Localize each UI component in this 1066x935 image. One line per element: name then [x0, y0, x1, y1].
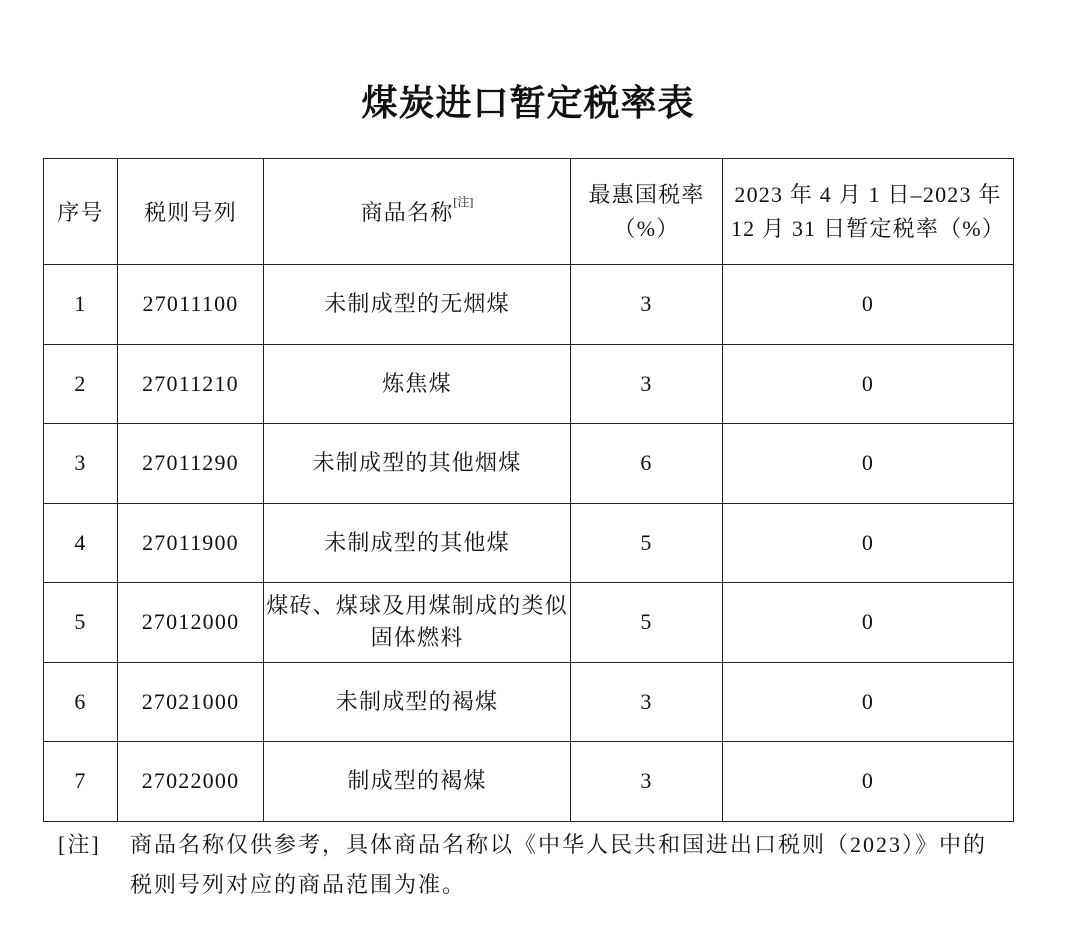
header-row [44, 159, 1014, 265]
cell-interim-rate: 0 [723, 742, 1014, 822]
footnote [0, 825, 1066, 905]
cell-seq: 7 [44, 742, 118, 822]
table-row [44, 265, 1014, 345]
footnote-marker: [注] [453, 195, 474, 209]
cell-seq: 5 [44, 583, 118, 663]
cell-tariff-code: 27011290 [118, 424, 264, 504]
cell-product-name: 未制成型的褐煤 [264, 662, 571, 742]
header-interim-rate [723, 159, 1014, 265]
cell-seq: 4 [44, 503, 118, 583]
cell-tariff-code: 27011100 [118, 265, 264, 345]
footnote-text [130, 825, 987, 905]
header-interim-rate-line2: 12 月 31 日暂定税率（%） [730, 215, 1006, 241]
header-mfn-rate-line2: （%） [613, 215, 680, 241]
cell-mfn-rate: 5 [571, 503, 723, 583]
footnote-line: 商品名称仅供参考，具体商品名称以《中华人民共和国进出口税则（2023）》中的 [130, 832, 988, 857]
table-row [44, 503, 1014, 583]
header-interim-rate-line1: 2023 年 4 月 1 日–2023 年 [734, 181, 1002, 207]
cell-product-name: 煤砖、煤球及用煤制成的类似固体燃料 [264, 583, 571, 663]
table-row [44, 662, 1014, 742]
header-product-name-label: 商品名称 [360, 200, 454, 225]
cell-interim-rate: 0 [723, 503, 1014, 583]
header-mfn-rate [571, 159, 723, 265]
cell-product-name: 未制成型的无烟煤 [264, 265, 571, 345]
cell-mfn-rate: 3 [571, 265, 723, 345]
cell-interim-rate: 0 [723, 424, 1014, 504]
header-product-name [264, 159, 571, 265]
cell-seq: 1 [44, 265, 118, 345]
table-row [44, 583, 1014, 663]
cell-tariff-code: 27011210 [118, 344, 264, 424]
cell-mfn-rate: 6 [571, 424, 723, 504]
header-tariff-code: 税则号列 [118, 159, 264, 265]
cell-interim-rate: 0 [723, 662, 1014, 742]
cell-seq: 6 [44, 662, 118, 742]
cell-mfn-rate: 3 [571, 742, 723, 822]
cell-mfn-rate: 3 [571, 662, 723, 742]
cell-interim-rate: 0 [723, 344, 1014, 424]
cell-mfn-rate: 5 [571, 583, 723, 663]
header-mfn-rate-line1: 最惠国税率 [588, 181, 705, 207]
cell-product-name: 未制成型的其他烟煤 [264, 424, 571, 504]
footnote-line: 税则号列对应的商品范围为准。 [130, 872, 467, 897]
cell-interim-rate: 0 [723, 583, 1014, 663]
cell-mfn-rate: 3 [571, 344, 723, 424]
cell-seq: 2 [44, 344, 118, 424]
table-row [44, 742, 1014, 822]
cell-interim-rate: 0 [723, 265, 1014, 345]
table-row [44, 424, 1014, 504]
footnote-label: [注] [58, 832, 101, 857]
header-seq: 序号 [44, 159, 118, 265]
cell-product-name: 炼焦煤 [264, 344, 571, 424]
table-row [44, 344, 1014, 424]
cell-tariff-code: 27011900 [118, 503, 264, 583]
cell-tariff-code: 27012000 [118, 583, 264, 663]
document-title: 煤炭进口暂定税率表 [361, 83, 695, 123]
cell-tariff-code: 27022000 [118, 742, 264, 822]
cell-product-name: 未制成型的其他煤 [264, 503, 571, 583]
cell-product-name: 制成型的褐煤 [264, 742, 571, 822]
cell-tariff-code: 27021000 [118, 662, 264, 742]
cell-seq: 3 [44, 424, 118, 504]
coal-tariff-table [43, 158, 1014, 822]
